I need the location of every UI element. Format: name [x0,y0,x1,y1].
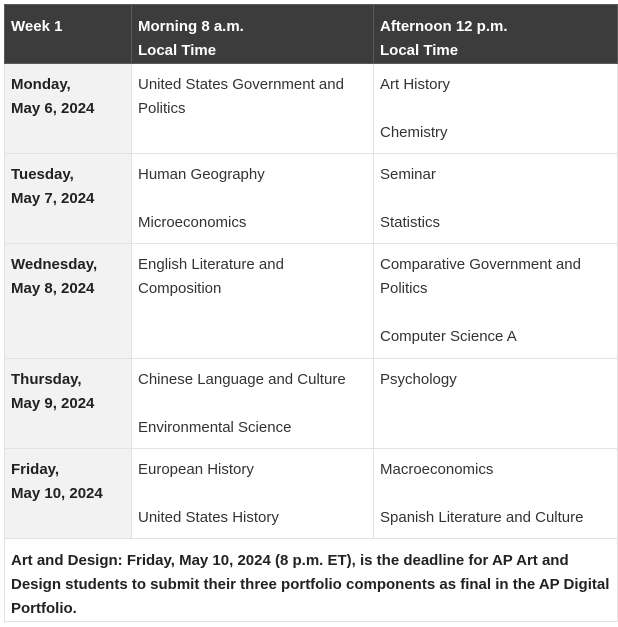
morning-cell [132,64,374,154]
exam-entry: Chinese Language and Culture [138,371,346,388]
day-name: Thursday, [11,371,82,388]
exam-entry: Computer Science A [380,328,517,345]
exam-entry: Statistics [380,214,441,231]
day-name: Tuesday, [11,166,74,183]
header-week-label: Week 1 [11,18,63,35]
exam-entry: Psychology [380,371,457,388]
day-cell [5,449,132,539]
afternoon-cell [374,64,618,154]
exam-entry: Chemistry [380,124,448,141]
header-afternoon-line2: Local Time [380,42,459,59]
morning-cell [132,359,374,449]
table-row [5,154,618,244]
afternoon-cell [374,244,618,359]
exam-entry: European History [138,461,254,478]
day-name: Friday, [11,461,60,478]
day-date: May 9, 2024 [11,395,95,412]
table-row [5,64,618,154]
exam-entry: Comparative Government and Politics [380,256,581,297]
exam-entry: Environmental Science [138,419,292,436]
exam-entry: Human Geography [138,166,265,183]
afternoon-cell [374,154,618,244]
day-date: May 8, 2024 [11,280,95,297]
header-week [5,5,132,64]
day-cell [5,244,132,359]
exam-entry: United States History [138,509,279,526]
art-design-note: Art and Design: Friday, May 10, 2024 (8 p.m. ET), is the deadline for AP Art and Design students to submit their three portfolio components as final in the AP Digital Portfolio. [5,539,618,622]
day-cell [5,359,132,449]
table-row [5,359,618,449]
exam-entry: English Literature and Composition [138,256,284,297]
morning-cell [132,154,374,244]
exam-entry: United States Government and Politics [138,76,344,117]
morning-cell [132,449,374,539]
header-row [5,5,618,64]
header-afternoon [374,5,618,64]
day-date: May 6, 2024 [11,100,95,117]
table-row [5,244,618,359]
exam-entry: Seminar [380,166,436,183]
exam-schedule-table [4,4,618,622]
header-afternoon-line1: Afternoon 12 p.m. [380,18,508,35]
header-morning [132,5,374,64]
day-name: Monday, [11,76,71,93]
header-morning-line1: Morning 8 a.m. [138,18,244,35]
header-morning-line2: Local Time [138,42,217,59]
afternoon-cell [374,449,618,539]
morning-cell [132,244,374,359]
exam-entry: Macroeconomics [380,461,494,478]
exam-entry: Spanish Literature and Culture [380,509,584,526]
afternoon-cell [374,359,618,449]
day-date: May 7, 2024 [11,190,95,207]
day-date: May 10, 2024 [11,485,103,502]
exam-entry: Art History [380,76,451,93]
day-cell [5,64,132,154]
table-row [5,449,618,539]
note-row [5,539,618,622]
day-name: Wednesday, [11,256,98,273]
exam-entry: Microeconomics [138,214,247,231]
day-cell [5,154,132,244]
